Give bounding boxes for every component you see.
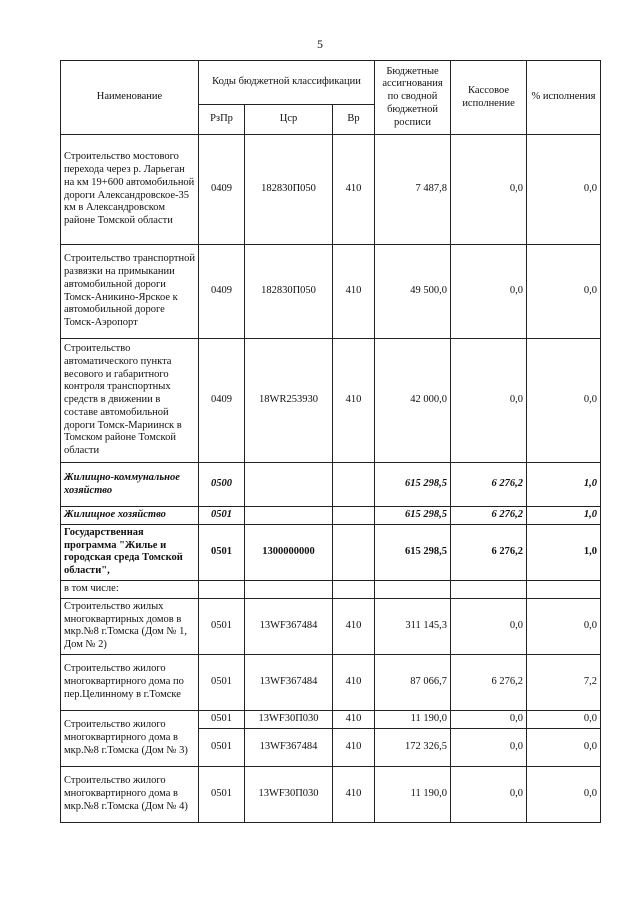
row-rzpr: 0409 bbox=[199, 339, 245, 463]
row-assign: 172 326,5 bbox=[375, 728, 451, 766]
row-pct: 1,0 bbox=[527, 524, 601, 580]
row-name: Жилищное хозяйство bbox=[61, 507, 199, 525]
row-cash: 0,0 bbox=[451, 598, 527, 654]
row-vr bbox=[333, 580, 375, 598]
table-row bbox=[61, 654, 601, 710]
row-rzpr bbox=[199, 580, 245, 598]
row-name: Строительство жилых многоквартирных домов в мкр.№8 г.Томска (Дом № 1, Дом № 2) bbox=[61, 598, 199, 654]
header-cash: Кассовое исполнение bbox=[451, 61, 527, 135]
row-name: Государственная программа "Жилье и городская среда Томской области", bbox=[61, 524, 199, 580]
row-vr: 410 bbox=[333, 598, 375, 654]
row-pct: 7,2 bbox=[527, 654, 601, 710]
row-assign: 11 190,0 bbox=[375, 710, 451, 728]
header-codes: Коды бюджетной классификации bbox=[199, 61, 375, 105]
row-csr: 13WF30П030 bbox=[245, 766, 333, 822]
row-pct: 1,0 bbox=[527, 463, 601, 507]
row-pct: 1,0 bbox=[527, 507, 601, 525]
header-csr: Цср bbox=[245, 105, 333, 135]
row-name: в том числе: bbox=[61, 580, 199, 598]
table-row bbox=[61, 766, 601, 822]
row-rzpr: 0409 bbox=[199, 245, 245, 339]
row-csr: 13WF367484 bbox=[245, 654, 333, 710]
row-assign: 87 066,7 bbox=[375, 654, 451, 710]
row-vr bbox=[333, 507, 375, 525]
row-csr bbox=[245, 580, 333, 598]
row-name: Строительство мостового перехода через р. Ларьеган на км 19+600 автомобильной дороги Александровское-35 км в Александровском районе Томской области bbox=[61, 135, 199, 245]
row-pct: 0,0 bbox=[527, 710, 601, 728]
row-pct: 0,0 bbox=[527, 766, 601, 822]
row-vr: 410 bbox=[333, 135, 375, 245]
row-cash bbox=[451, 580, 527, 598]
row-vr: 410 bbox=[333, 728, 375, 766]
row-vr: 410 bbox=[333, 710, 375, 728]
row-assign: 42 000,0 bbox=[375, 339, 451, 463]
row-rzpr: 0501 bbox=[199, 766, 245, 822]
row-assign: 615 298,5 bbox=[375, 507, 451, 525]
row-csr: 13WF30П030 bbox=[245, 710, 333, 728]
row-csr: 13WF367484 bbox=[245, 728, 333, 766]
header-vr: Вр bbox=[333, 105, 375, 135]
row-rzpr: 0501 bbox=[199, 598, 245, 654]
row-rzpr: 0501 bbox=[199, 728, 245, 766]
row-rzpr: 0501 bbox=[199, 654, 245, 710]
row-cash: 0,0 bbox=[451, 728, 527, 766]
table-row bbox=[61, 524, 601, 580]
row-cash: 0,0 bbox=[451, 339, 527, 463]
row-pct: 0,0 bbox=[527, 135, 601, 245]
row-vr: 410 bbox=[333, 766, 375, 822]
budget-table bbox=[60, 60, 601, 823]
row-pct bbox=[527, 580, 601, 598]
row-name: Строительство жилого многоквартирного дома в мкр.№8 г.Томска (Дом № 3) bbox=[61, 710, 199, 766]
header-name: Наименование bbox=[61, 61, 199, 135]
row-name: Жилищно-коммунальное хозяйство bbox=[61, 463, 199, 507]
row-assign: 311 145,3 bbox=[375, 598, 451, 654]
row-cash: 6 276,2 bbox=[451, 524, 527, 580]
row-assign bbox=[375, 580, 451, 598]
header-assign: Бюджетные ассигнования по сводной бюджетной росписи bbox=[375, 61, 451, 135]
row-name: Строительство транспортной развязки на примыкании автомобильной дороги Томск-Аникино-Ярское к автомобильной дороге Томск-Аэропорт bbox=[61, 245, 199, 339]
table-row bbox=[61, 598, 601, 654]
table-row bbox=[61, 507, 601, 525]
row-assign: 11 190,0 bbox=[375, 766, 451, 822]
row-assign: 49 500,0 bbox=[375, 245, 451, 339]
row-rzpr: 0501 bbox=[199, 507, 245, 525]
row-vr bbox=[333, 463, 375, 507]
table-row bbox=[61, 463, 601, 507]
row-csr: 18WR253930 bbox=[245, 339, 333, 463]
row-rzpr: 0500 bbox=[199, 463, 245, 507]
row-cash: 6 276,2 bbox=[451, 463, 527, 507]
row-cash: 0,0 bbox=[451, 245, 527, 339]
row-assign: 7 487,8 bbox=[375, 135, 451, 245]
row-name: Строительство жилого многоквартирного дома в мкр.№8 г.Томска (Дом № 4) bbox=[61, 766, 199, 822]
row-rzpr: 0501 bbox=[199, 710, 245, 728]
page-number: 5 bbox=[317, 37, 323, 51]
row-csr: 1300000000 bbox=[245, 524, 333, 580]
row-cash: 6 276,2 bbox=[451, 507, 527, 525]
row-csr: 13WF367484 bbox=[245, 598, 333, 654]
row-vr bbox=[333, 524, 375, 580]
table-row bbox=[61, 245, 601, 339]
row-assign: 615 298,5 bbox=[375, 463, 451, 507]
row-name: Строительство автоматического пункта весового и габаритного контроля транспортных средств в движении в составе автомобильной дороги Томск-Мариинск в Томском районе Томской области bbox=[61, 339, 199, 463]
row-pct: 0,0 bbox=[527, 598, 601, 654]
row-vr: 410 bbox=[333, 654, 375, 710]
table-row bbox=[61, 580, 601, 598]
header-pct: % исполнения bbox=[527, 61, 601, 135]
row-csr bbox=[245, 463, 333, 507]
row-rzpr: 0409 bbox=[199, 135, 245, 245]
row-assign: 615 298,5 bbox=[375, 524, 451, 580]
row-csr: 182830П050 bbox=[245, 245, 333, 339]
table-row bbox=[61, 710, 601, 728]
row-rzpr: 0501 bbox=[199, 524, 245, 580]
row-vr: 410 bbox=[333, 339, 375, 463]
row-pct: 0,0 bbox=[527, 339, 601, 463]
row-cash: 0,0 bbox=[451, 710, 527, 728]
row-pct: 0,0 bbox=[527, 245, 601, 339]
row-csr: 182830П050 bbox=[245, 135, 333, 245]
row-vr: 410 bbox=[333, 245, 375, 339]
row-cash: 6 276,2 bbox=[451, 654, 527, 710]
row-pct: 0,0 bbox=[527, 728, 601, 766]
row-name: Строительство жилого многоквартирного дома по пер.Целинному в г.Томске bbox=[61, 654, 199, 710]
table-row bbox=[61, 135, 601, 245]
table-row bbox=[61, 339, 601, 463]
row-cash: 0,0 bbox=[451, 135, 527, 245]
row-cash: 0,0 bbox=[451, 766, 527, 822]
header-rzpr: РзПр bbox=[199, 105, 245, 135]
row-csr bbox=[245, 507, 333, 525]
